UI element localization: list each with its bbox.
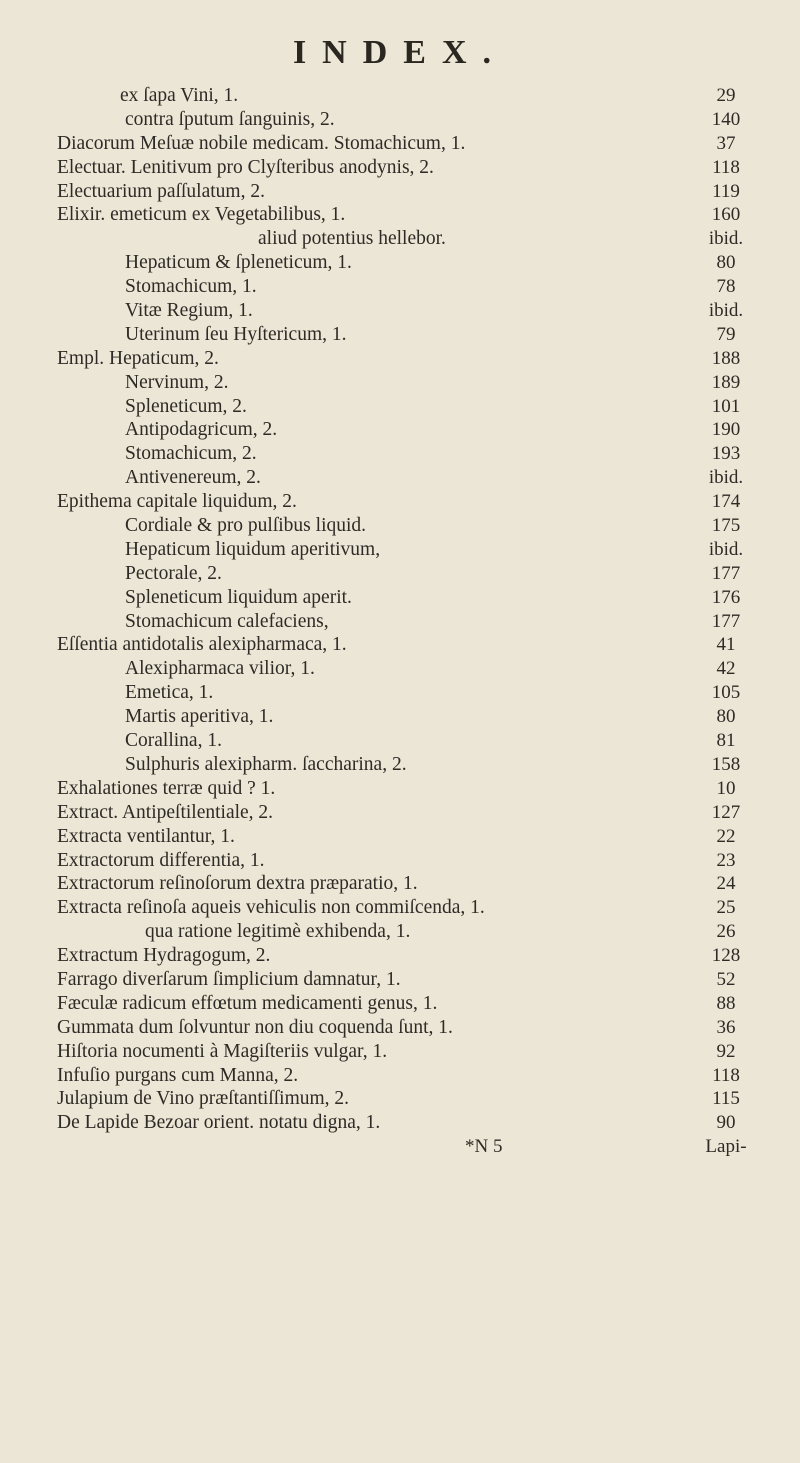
- entry-page-number: 118: [712, 156, 740, 178]
- entry-text: Gummata dum ſolvuntur non diu coquenda ſunt, 1.: [57, 1016, 453, 1038]
- entry-page-number: 127: [711, 801, 741, 823]
- entry-text: Spleneticum liquidum aperit.: [125, 586, 352, 608]
- index-entry: [0, 1111, 800, 1135]
- entry-page-number: 158: [711, 753, 741, 775]
- entry-page-number: ibid.: [708, 467, 744, 489]
- index-entry: [0, 227, 800, 251]
- index-entry: [0, 1040, 800, 1064]
- entry-page-number: 41: [716, 634, 736, 656]
- entry-page-number: 10: [716, 777, 736, 799]
- entry-page-number: 177: [711, 562, 741, 584]
- entry-text: Electuar. Lenitivum pro Clyſteribus anodynis, 2.: [57, 156, 434, 178]
- index-entry: [0, 251, 800, 275]
- entry-text: Diacorum Meſuæ nobile medicam. Stomachicum, 1.: [57, 132, 466, 154]
- entry-page-number: 101: [711, 395, 741, 417]
- signature-mark: *N 5: [465, 1136, 503, 1158]
- entry-text: Elixir. emeticum ex Vegetabilibus, 1.: [57, 204, 346, 226]
- entry-text: Extract. Antipeſtilentiale, 2.: [57, 801, 274, 823]
- entry-page-number: 25: [716, 897, 736, 919]
- index-entry: [0, 299, 800, 323]
- entry-page-number: 175: [711, 515, 741, 537]
- page-footer: [0, 1135, 800, 1159]
- entry-text: Eſſentia antidotalis alexipharmaca, 1.: [57, 634, 347, 656]
- entry-page-number: 78: [716, 276, 736, 298]
- index-entry: [0, 490, 800, 514]
- entry-page-number: 118: [712, 1064, 740, 1086]
- index-entry: [0, 920, 800, 944]
- index-entry: [0, 872, 800, 896]
- entry-page-number: 29: [716, 85, 736, 106]
- index-entry: [0, 156, 800, 180]
- entry-page-number: 193: [711, 443, 741, 465]
- entry-page-number: 79: [716, 323, 736, 345]
- entry-page-number: 26: [716, 921, 736, 943]
- entry-page-number: ibid.: [708, 300, 744, 322]
- entry-page-number: 92: [716, 1040, 736, 1062]
- entry-text: qua ratione legitimè exhibenda, 1.: [145, 921, 411, 943]
- entry-text: Extractorum reſinoſorum dextra præparatio, 1.: [57, 873, 418, 895]
- index-entry: [0, 633, 800, 657]
- entry-page-number: 177: [711, 610, 741, 632]
- entry-text: De Lapide Bezoar orient. notatu digna, 1.: [57, 1112, 381, 1134]
- entry-page-number: 105: [711, 682, 741, 704]
- index-entry: [0, 347, 800, 371]
- entry-text: Stomachicum, 1.: [125, 276, 257, 298]
- entry-text: Extractum Hydragogum, 2.: [57, 945, 271, 967]
- entry-page-number: 22: [716, 825, 736, 847]
- entry-text: Epithema capitale liquidum, 2.: [57, 491, 297, 513]
- entry-text: Stomachicum calefaciens,: [125, 610, 329, 632]
- page-title: INDEX.: [292, 34, 508, 71]
- entry-page-number: 115: [712, 1088, 740, 1110]
- index-entry: [0, 371, 800, 395]
- index-entry: [0, 705, 800, 729]
- entry-text: Martis aperitiva, 1.: [125, 706, 274, 728]
- index-entry: [0, 1016, 800, 1040]
- entry-page-number: 88: [716, 992, 736, 1014]
- entry-page-number: 80: [716, 252, 736, 274]
- entry-page-number: 189: [711, 371, 741, 393]
- entry-text: Emetica, 1.: [125, 682, 214, 704]
- index-entry: [0, 968, 800, 992]
- entry-text: Extracta reſinoſa aqueis vehiculis non commiſcenda, 1.: [57, 897, 485, 919]
- entry-text: Alexipharmaca vilior, 1.: [125, 658, 315, 680]
- entry-page-number: 174: [711, 491, 741, 513]
- index-entry: [0, 992, 800, 1016]
- entry-page-number: 52: [716, 968, 736, 990]
- index-entry: [0, 801, 800, 825]
- index-entry: [0, 944, 800, 968]
- entry-text: Infuſio purgans cum Manna, 2.: [57, 1064, 299, 1086]
- catchword: Lapi-: [705, 1136, 747, 1158]
- index-entry: [0, 657, 800, 681]
- entry-page-number: ibid.: [708, 538, 744, 560]
- entry-text: Empl. Hepaticum, 2.: [57, 347, 219, 369]
- entry-text: Antipodagricum, 2.: [125, 419, 278, 441]
- entry-page-number: 128: [711, 945, 741, 967]
- entry-text: Julapium de Vino præſtantiſſimum, 2.: [57, 1088, 350, 1110]
- entry-text: Nervinum, 2.: [125, 371, 229, 393]
- index-entry: [0, 180, 800, 204]
- entry-text: Hepaticum liquidum aperitivum,: [125, 538, 381, 560]
- index-entry: [0, 586, 800, 610]
- index-entry: [0, 777, 800, 801]
- index-entry: [0, 849, 800, 873]
- entry-text: Hiſtoria nocumenti à Magiſteriis vulgar, 1.: [57, 1040, 388, 1062]
- index-entry: [0, 825, 800, 849]
- index-entry: [0, 1064, 800, 1088]
- entry-text: Corallina, 1.: [125, 730, 222, 752]
- entry-page-number: 81: [716, 730, 736, 752]
- index-entry: [0, 514, 800, 538]
- index-entry: [0, 395, 800, 419]
- index-entry: [0, 562, 800, 586]
- entry-page-number: 188: [711, 347, 741, 369]
- index-entry: [0, 442, 800, 466]
- entry-page-number: 24: [716, 873, 736, 895]
- entry-page-number: 140: [711, 108, 741, 130]
- entry-page-number: 119: [712, 180, 740, 202]
- index-entry: [0, 275, 800, 299]
- index-entry: [0, 538, 800, 562]
- entry-text: Spleneticum, 2.: [125, 395, 247, 417]
- index-entry: [0, 681, 800, 705]
- entry-page-number: 176: [711, 586, 741, 608]
- index-entry: [0, 132, 800, 156]
- entry-page-number: 36: [716, 1016, 736, 1038]
- entry-text: Cordiale & pro pulſibus liquid.: [125, 515, 367, 537]
- entry-text: Sulphuris alexipharm. ſaccharina, 2.: [125, 753, 407, 775]
- index-entry: [0, 729, 800, 753]
- index-entry: [0, 466, 800, 490]
- entry-text: Exhalationes terræ quid ? 1.: [57, 777, 276, 799]
- entry-page-number: 37: [716, 132, 736, 154]
- entry-text: Antivenereum, 2.: [125, 467, 261, 489]
- entry-text: Extracta ventilantur, 1.: [57, 825, 235, 847]
- entry-page-number: 23: [716, 849, 736, 871]
- index-entry: [0, 753, 800, 777]
- entry-text: Extractorum differentia, 1.: [57, 849, 265, 871]
- index-list: [0, 84, 800, 1159]
- entry-text: Electuarium paſſulatum, 2.: [57, 180, 265, 202]
- entry-text: Vitæ Regium, 1.: [125, 300, 253, 322]
- entry-text: Farrago diverſarum ſimplicium damnatur, 1.: [57, 968, 401, 990]
- entry-text: Hepaticum & ſpleneticum, 1.: [125, 252, 352, 274]
- entry-text: Stomachicum, 2.: [125, 443, 257, 465]
- entry-text: Pectorale, 2.: [125, 562, 222, 584]
- entry-text: Fæculæ radicum effœtum medicamenti genus, 1.: [57, 992, 438, 1014]
- index-entry: [0, 896, 800, 920]
- index-entry: [0, 84, 800, 108]
- index-entry: [0, 610, 800, 634]
- entry-text: aliud potentius hellebor.: [258, 228, 446, 250]
- index-entry: [0, 203, 800, 227]
- index-entry: [0, 1087, 800, 1111]
- entry-text: contra ſputum ſanguinis, 2.: [125, 108, 335, 130]
- index-entry: [0, 108, 800, 132]
- entry-page-number: 42: [716, 658, 736, 680]
- entry-page-number: 90: [716, 1112, 736, 1134]
- entry-page-number: ibid.: [708, 228, 744, 250]
- index-entry: [0, 418, 800, 442]
- entry-text: ex ſapa Vini, 1.: [120, 85, 239, 106]
- entry-text: Uterinum ſeu Hyſtericum, 1.: [125, 323, 347, 345]
- entry-page-number: 80: [716, 706, 736, 728]
- index-entry: [0, 323, 800, 347]
- entry-page-number: 190: [711, 419, 741, 441]
- entry-page-number: 160: [711, 204, 741, 226]
